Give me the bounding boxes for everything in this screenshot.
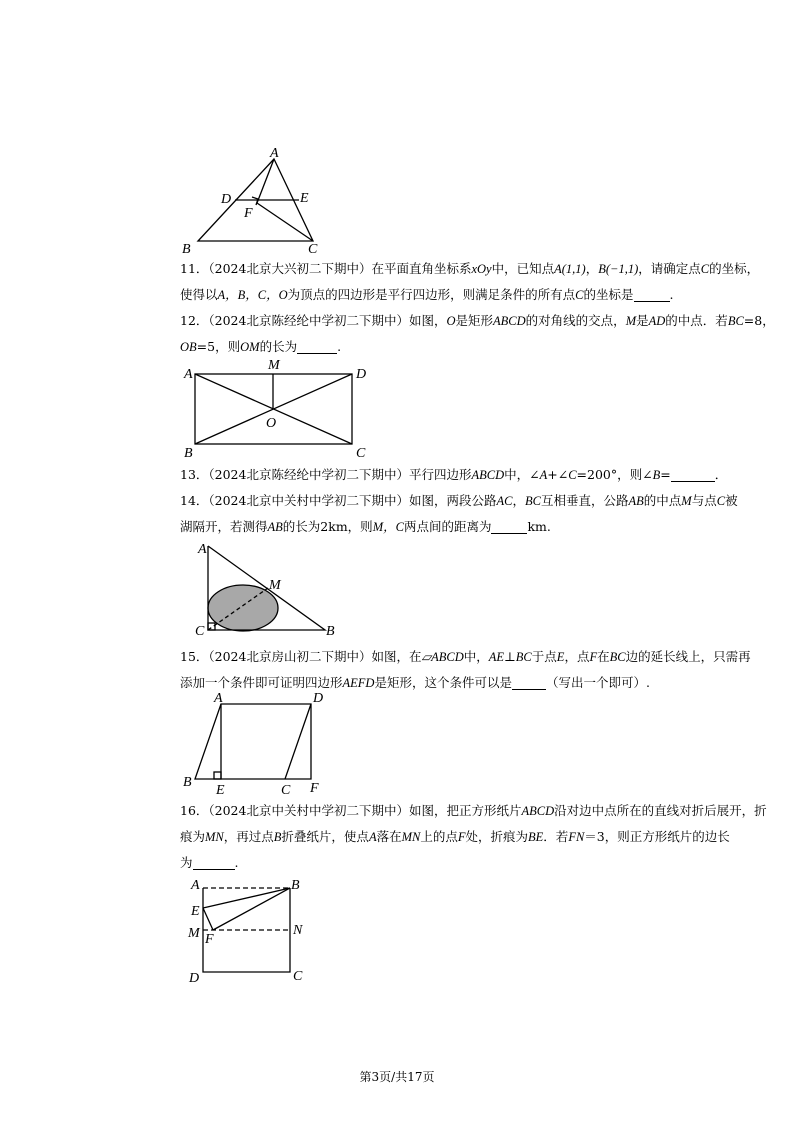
q12-var: O: [446, 314, 456, 328]
label-c: C: [195, 624, 205, 639]
q14-var: AB: [267, 520, 283, 534]
segment-dc: [285, 704, 311, 779]
q11-text: 在平面直角坐标系: [371, 261, 472, 276]
label-b: B: [291, 878, 300, 893]
q15-source: （2024北京房山初二下期中）: [208, 649, 372, 664]
label-n: N: [293, 923, 303, 938]
q15-var: AEFD: [342, 676, 375, 690]
q15-var: ▱ABCD: [421, 650, 464, 664]
q12-source: （2024北京陈经纶中学初二下期中）: [208, 313, 409, 328]
q12-text: 的对角线的交点，: [525, 313, 626, 328]
q16-var: A: [368, 830, 377, 844]
q15-text: （写出一个即可）.: [545, 675, 650, 690]
q16-var: BE: [528, 830, 544, 844]
label-a: A: [191, 878, 200, 893]
q14-text: 互相垂直，公路: [540, 493, 629, 508]
q11-text: ，请确定点: [638, 261, 701, 276]
q16-text: 处，折痕为: [465, 829, 529, 844]
q12-var: OM: [240, 340, 260, 354]
q15-text: 如图，在: [371, 649, 422, 664]
figure-rectangle-abcd: [180, 357, 380, 459]
q11-points: A，B，C，O: [217, 288, 288, 302]
label-d: D: [221, 192, 232, 207]
label-a: A: [198, 542, 207, 557]
q11-number: 11．: [180, 261, 209, 276]
question-16: [180, 798, 780, 876]
q12-var: OB: [180, 340, 197, 354]
q11-point-c: C: [575, 288, 584, 302]
q15-var: F: [589, 650, 598, 664]
q15-var: E: [556, 650, 565, 664]
label-o: O: [266, 416, 277, 431]
q16-text: 上的点: [420, 829, 458, 844]
q12-text: 的中点．若: [665, 313, 728, 328]
q16-text: ，再过点: [223, 829, 274, 844]
q12-text: 是矩形: [455, 313, 494, 328]
q16-text: .: [234, 855, 239, 870]
q16-text: 折叠纸片，使点: [281, 829, 369, 844]
q14-var: BC: [524, 494, 541, 508]
q16-answer-blank[interactable]: [193, 855, 235, 870]
q13-number: 13．: [180, 467, 209, 482]
q16-source: （2024北京中关村中学初二下期中）: [208, 803, 409, 818]
question-14: [180, 488, 780, 540]
question-15: [180, 644, 780, 696]
q11-text: ，: [585, 261, 599, 276]
q13-var: C: [568, 468, 577, 482]
q13-text: =: [660, 467, 671, 482]
q14-answer-blank[interactable]: [491, 519, 527, 534]
q12-text: .: [337, 339, 342, 354]
q14-text: ，: [512, 493, 525, 508]
q14-text: 湖隔开，若测得: [180, 519, 268, 534]
q16-text: ＝3，则正方形纸片的边长: [584, 829, 730, 844]
q15-var: BC: [609, 650, 626, 664]
q11-text: 的坐标是: [583, 287, 634, 302]
q15-text: 添加一个条件即可证明四边形: [180, 675, 343, 690]
q16-text: 为: [180, 855, 193, 870]
figure-folded-square: [185, 875, 315, 987]
q14-text: 的长为2km，则: [282, 519, 373, 534]
right-angle-mark: [214, 772, 221, 779]
q15-number: 15．: [180, 649, 209, 664]
q15-var: BC: [515, 650, 532, 664]
q14-var: M: [681, 494, 692, 508]
q11-point-b: B(−1,1): [598, 262, 639, 276]
label-e: E: [216, 783, 225, 798]
q16-number: 16．: [180, 803, 209, 818]
q14-text: 如图，两段公路: [408, 493, 497, 508]
segment-ef: [203, 908, 213, 930]
label-b: B: [182, 242, 191, 257]
q11-text: 为顶点的四边形是平行四边形，则满足条件的所有点: [287, 287, 576, 302]
q13-var: ABCD: [471, 468, 505, 482]
q12-text: 的长为: [259, 339, 298, 354]
label-m: M: [268, 358, 280, 373]
q13-text: 平行四边形: [408, 467, 472, 482]
q15-var: AE: [488, 650, 505, 664]
q13-source: （2024北京陈经纶中学初二下期中）: [208, 467, 409, 482]
q12-number: 12．: [180, 313, 209, 328]
q16-var: B: [273, 830, 282, 844]
q16-var: MN: [401, 830, 421, 844]
q14-text: 的中点: [643, 493, 682, 508]
q14-var: AB: [628, 494, 644, 508]
q13-text: ．: [714, 467, 728, 482]
q14-text: 与点: [691, 493, 717, 508]
q14-number: 14．: [180, 493, 209, 508]
label-b: B: [183, 775, 192, 790]
q15-text: 于点: [531, 649, 557, 664]
q14-text: km.: [527, 519, 551, 534]
label-c: C: [308, 242, 318, 257]
q13-text: =200°，则∠: [576, 467, 653, 482]
q16-text: 如图，把正方形纸片: [408, 803, 522, 818]
q14-var: M，C: [372, 520, 404, 534]
label-b: B: [326, 624, 335, 639]
outline-abfd: [195, 704, 311, 779]
q11-source: （2024北京大兴初二下期中）: [208, 261, 372, 276]
q15-text: 边的延长线上，只需再: [625, 649, 751, 664]
q15-text: ，点: [564, 649, 590, 664]
q12-text: =5，则: [196, 339, 241, 354]
q11-point-c: C: [700, 262, 710, 276]
segment-af: [257, 159, 274, 203]
q16-text: 痕为: [180, 829, 206, 844]
q11-text: .: [669, 287, 674, 302]
label-m: M: [188, 926, 200, 941]
label-f: F: [244, 206, 253, 221]
lake-ellipse: [208, 585, 278, 631]
q12-text: 是: [636, 313, 649, 328]
question-11: [180, 256, 780, 308]
q13-text: +∠: [547, 467, 569, 482]
q16-var: FN: [568, 830, 585, 844]
label-a: A: [214, 691, 223, 706]
q16-text: 沿对边中点所在的直线对折后展开，折: [554, 803, 767, 818]
label-d: D: [356, 367, 367, 382]
q12-var: M: [625, 314, 637, 328]
label-c: C: [281, 783, 291, 798]
page-footer: 第3页/共17页: [359, 1070, 435, 1084]
q15-text: 中，: [463, 649, 489, 664]
label-a: A: [270, 146, 279, 161]
q14-var: AC: [496, 494, 513, 508]
q12-var: BC: [727, 314, 744, 328]
label-f: F: [310, 781, 319, 796]
q14-source: （2024北京中关村中学初二下期中）: [208, 493, 409, 508]
q11-point-a: A(1,1): [554, 262, 586, 276]
q15-text: ⊥: [504, 649, 516, 664]
label-b: B: [184, 446, 193, 461]
q13-var: B: [652, 468, 661, 482]
q15-text: 是矩形，这个条件可以是: [374, 675, 512, 690]
figure-parallelogram: [180, 691, 340, 798]
label-c: C: [293, 969, 303, 984]
q13-var: A: [539, 468, 548, 482]
q12-var: AD: [648, 314, 666, 328]
q16-var: ABCD: [521, 804, 555, 818]
figure-triangle-abc: [180, 145, 330, 255]
q14-text: 两点间的距离为: [403, 519, 492, 534]
q16-var: F: [457, 830, 466, 844]
figure-lake: [190, 538, 350, 640]
q15-text: 在: [597, 649, 610, 664]
q11-xoy: xOy: [471, 262, 492, 276]
q15-answer-blank[interactable]: [512, 675, 546, 690]
label-d: D: [313, 691, 324, 706]
q12-var: ABCD: [493, 314, 526, 328]
q11-text: 使得以: [180, 287, 218, 302]
segment-be: [203, 888, 290, 908]
q14-text: 被: [725, 493, 738, 508]
q12-text: 如图，: [408, 313, 447, 328]
q12-answer-blank[interactable]: [297, 339, 337, 354]
label-d: D: [189, 971, 200, 986]
label-f: F: [205, 932, 214, 947]
q11-text: 的坐标，: [709, 261, 760, 276]
question-12: [180, 308, 780, 360]
q13-text: 中，∠: [504, 467, 540, 482]
question-13: [180, 462, 780, 488]
q11-answer-blank[interactable]: [634, 287, 670, 302]
label-c: C: [356, 446, 366, 461]
q14-var: C: [716, 494, 726, 508]
label-e: E: [300, 191, 309, 206]
q13-answer-blank[interactable]: [671, 467, 715, 482]
label-a: A: [184, 367, 193, 382]
q11-text: 中，已知点: [491, 261, 555, 276]
q16-text: 落在: [376, 829, 402, 844]
segment-bf: [213, 888, 290, 930]
q16-var: MN: [205, 830, 224, 844]
label-e: E: [191, 904, 200, 919]
label-m: M: [269, 578, 281, 593]
q12-text: =8，: [743, 313, 775, 328]
q16-text: ．若: [543, 829, 569, 844]
